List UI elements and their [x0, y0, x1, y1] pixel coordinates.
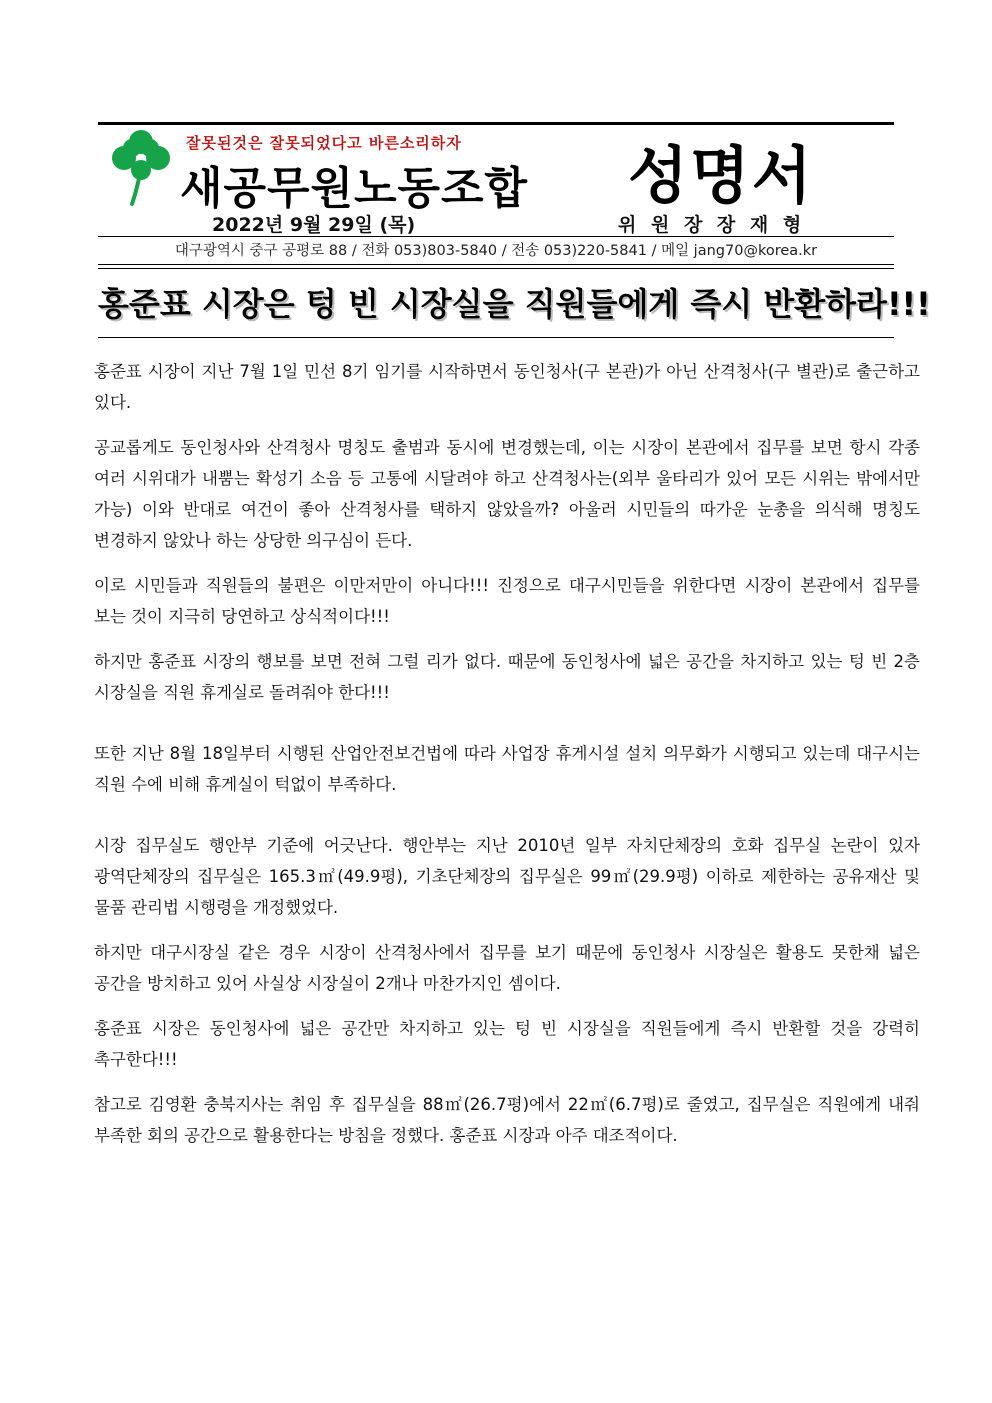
paragraph: 하지만 홍준표 시장의 행보를 보면 전혀 그럴 리가 없다. 때문에 동인청사에 넓은 공간을 차지하고 있는 텅 빈 2층 시장실을 직원 휴게실로 돌려줘야 한다!!!	[94, 652, 920, 702]
statement-body	[94, 356, 920, 1151]
paragraph: 홍준표 시장이 지난 7월 1일 민선 8기 임기를 시작하면서 동인청사(구 본관)가 아닌 산격청사(구 별관)로 출근하고 있다.	[94, 362, 920, 412]
paragraph: 시장 집무실도 행안부 기준에 어긋난다. 행안부는 지난 2010년 일부 자치단체장의 호화 집무실 논란이 있자 광역단체장의 집무실은 165.3㎡(49.9평), 기초단체장의 집무실은 99㎡(29.9평) 이하로 제한하는 공유재산 및 물품 관리법 시행령을 개정했었다.	[94, 836, 920, 917]
paragraph: 공교롭게도 동인청사와 산격청사 명칭도 출범과 동시에 변경했는데, 이는 시장이 본관에서 집무를 보면 항시 각종 여러 시위대가 내뿜는 확성기 소음 등 고통에 시달려야 하고 산격청사는(외부 울타리가 있어 모든 시위는 밖에서만 가능) 이와 반대로 여건이 좋아 산격청사를 택하지 않았을까? 아울러 시민들의 따가운 눈총을 의식해 명칭도 변경하지 않았나 하는 상당한 의구심이 든다.	[94, 438, 920, 550]
middle-rule	[98, 236, 894, 237]
letterhead	[98, 122, 894, 268]
statement-date: 2022년 9월 29일 (목)	[212, 214, 416, 236]
paragraph: 또한 지난 8월 18일부터 시행된 산업안전보건법에 따라 사업장 휴게시설 설치 의무화가 시행되고 있는데 대구시는 직원 수에 비해 휴게실이 턱없이 부족하다.	[94, 744, 920, 794]
top-rule	[98, 122, 894, 125]
union-slogan: 잘못된것은 잘못되었다고 바른소리하자	[186, 134, 462, 152]
headline-box	[98, 268, 931, 338]
bottom-rule	[98, 264, 894, 265]
union-name: 새공무원노동조합	[180, 163, 529, 214]
document-type-title: 성명서	[628, 139, 814, 212]
contact-info: 대구광역시 중구 공평로 88 / 전화 053)803-5840 / 전송 053)220-5841 / 메일 jang70@korea.kr	[174, 243, 818, 259]
paragraph: 홍준표 시장은 동인청사에 넓은 공간만 차지하고 있는 텅 빈 시장실을 직원들에게 즉시 반환할 것을 강력히 촉구한다!!!	[94, 1019, 920, 1069]
headline: 홍준표 시장은 텅 빈 시장실을 직원들에게 즉시 반환하라!!!	[98, 285, 931, 323]
chairperson: 위 원 장 장 재 형	[618, 214, 806, 236]
paragraph: 하지만 대구시장실 같은 경우 시장이 산격청사에서 집무를 보기 때문에 동인청사 시장실은 활용도 못한채 넓은 공간을 방치하고 있어 사실상 시장실이 2개나 마찬가지인 셈이다.	[94, 943, 920, 993]
paragraph: 이로 시민들과 직원들의 불편은 이만저만이 아니다!!! 진정으로 대구시민들을 위한다면 시장이 본관에서 집무를 보는 것이 지극히 당연하고 상식적이다!!!	[94, 576, 920, 626]
paragraph: 참고로 김영환 충북지사는 취임 후 집무실을 88㎡(26.7평)에서 22㎡(6.7평)로 줄였고, 집무실은 직원에게 내줘 부족한 회의 공간으로 활용한다는 방침을 정했다. 홍준표 시장과 아주 대조적이다.	[94, 1095, 920, 1145]
clover-logo-icon	[110, 128, 172, 208]
